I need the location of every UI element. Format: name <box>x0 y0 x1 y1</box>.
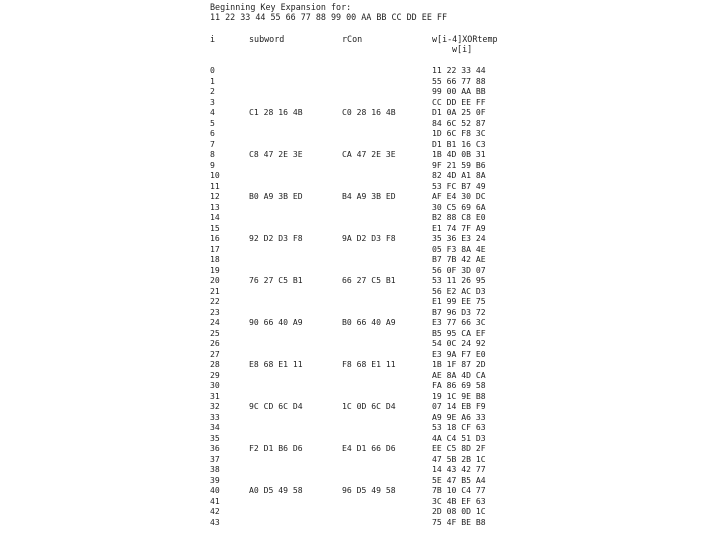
row-index: 26 <box>210 338 220 348</box>
word-cell: 14 43 42 77 <box>432 464 486 474</box>
word-cell: 82 4D A1 8A <box>432 170 486 180</box>
subword-cell: 90 66 40 A9 <box>249 317 303 327</box>
word-cell: 11 22 33 44 <box>432 65 486 75</box>
table-row <box>0 160 720 171</box>
table-row <box>0 464 720 475</box>
subword-cell: B0 A9 3B ED <box>249 191 303 201</box>
word-cell: 3C 4B EF 63 <box>432 495 486 506</box>
word-cell: E3 9A F7 E0 <box>432 348 486 359</box>
row-index: 36 <box>210 443 220 453</box>
row-index: 16 <box>210 233 220 243</box>
table-row <box>0 233 720 244</box>
word-cell: 53 11 26 95 <box>432 275 486 285</box>
row-index: 2 <box>210 86 215 96</box>
word-cell: 5E 47 B5 A4 <box>432 474 486 485</box>
word-cell: B2 88 C8 E0 <box>432 212 486 222</box>
row-index: 1 <box>210 75 215 86</box>
table-row <box>0 433 720 444</box>
subword-cell: 76 27 C5 B1 <box>249 275 303 285</box>
word-cell: B7 96 D3 72 <box>432 306 486 317</box>
word-cell: D1 B1 16 C3 <box>432 138 486 149</box>
subword-cell: C1 28 16 4B <box>249 107 303 117</box>
row-index: 0 <box>210 65 215 75</box>
rcon-cell: 96 D5 49 58 <box>342 485 396 495</box>
row-index: 41 <box>210 495 220 506</box>
row-index: 10 <box>210 170 220 180</box>
row-index: 43 <box>210 516 220 527</box>
word-cell: 35 36 E3 24 <box>432 233 486 243</box>
word-cell: 1B 4D 0B 31 <box>432 149 486 159</box>
word-cell: AF E4 30 DC <box>432 191 486 201</box>
word-cell: B5 95 CA EF <box>432 327 486 338</box>
row-index: 32 <box>210 401 220 411</box>
word-cell: B7 7B 42 AE <box>432 254 486 264</box>
rcon-cell: B4 A9 3B ED <box>342 191 396 201</box>
subword-cell: 9C CD 6C D4 <box>249 401 303 411</box>
table-row <box>0 401 720 412</box>
table-row <box>0 359 720 370</box>
table-row <box>0 118 720 129</box>
table-row <box>0 139 720 150</box>
row-index: 4 <box>210 107 215 117</box>
word-cell: 47 5B 2B 1C <box>432 453 486 464</box>
table-row <box>0 296 720 307</box>
table-row <box>0 181 720 192</box>
table-row <box>0 265 720 276</box>
row-index: 18 <box>210 254 220 264</box>
table-row <box>0 275 720 286</box>
word-cell: 84 6C 52 87 <box>432 117 486 128</box>
column-header-subword: subword <box>249 34 285 44</box>
word-cell: 53 FC B7 49 <box>432 180 486 191</box>
row-index: 38 <box>210 464 220 474</box>
word-cell: 75 4F BE B8 <box>432 516 486 527</box>
column-header-w-i: w[i] <box>452 44 473 54</box>
word-cell: 1D 6C F8 3C <box>432 128 486 138</box>
subword-cell: E8 68 E1 11 <box>249 359 303 369</box>
word-cell: 1B 1F 87 2D <box>432 359 486 369</box>
word-cell: FA 86 69 58 <box>432 380 486 390</box>
row-index: 30 <box>210 380 220 390</box>
table-row <box>0 286 720 297</box>
row-index: 29 <box>210 369 220 380</box>
subword-cell: C8 47 2E 3E <box>249 149 303 159</box>
row-index: 5 <box>210 117 215 128</box>
word-cell: 9F 21 59 B6 <box>432 159 486 170</box>
table-row <box>0 338 720 349</box>
rcon-cell: F8 68 E1 11 <box>342 359 396 369</box>
table-row <box>0 485 720 496</box>
column-header-w-xor-temp: w[i-4]XORtemp <box>432 34 498 44</box>
row-index: 15 <box>210 222 220 233</box>
table-row <box>0 422 720 433</box>
word-cell: 54 0C 24 92 <box>432 338 486 348</box>
row-index: 6 <box>210 128 215 138</box>
table-row <box>0 128 720 139</box>
page-heading: Beginning Key Expansion for: <box>210 2 352 12</box>
row-index: 42 <box>210 506 220 516</box>
row-index: 19 <box>210 264 220 275</box>
table-row <box>0 517 720 528</box>
word-cell: 53 18 CF 63 <box>432 422 486 432</box>
subword-cell: F2 D1 B6 D6 <box>249 443 303 453</box>
table-row <box>0 317 720 328</box>
rcon-cell: 1C 0D 6C D4 <box>342 401 396 411</box>
row-index: 21 <box>210 285 220 296</box>
row-index: 11 <box>210 180 220 191</box>
table-row <box>0 191 720 202</box>
word-cell: A9 9E A6 33 <box>432 411 486 422</box>
rcon-cell: B0 66 40 A9 <box>342 317 396 327</box>
row-index: 40 <box>210 485 220 495</box>
column-header-rcon: rCon <box>342 34 363 44</box>
table-row <box>0 328 720 339</box>
word-cell: E1 74 7F A9 <box>432 222 486 233</box>
table-row <box>0 244 720 255</box>
word-cell: 55 66 77 88 <box>432 75 486 86</box>
table-row <box>0 202 720 213</box>
table-row <box>0 380 720 391</box>
table-row <box>0 307 720 318</box>
table-row <box>0 170 720 181</box>
word-cell: 4A C4 51 D3 <box>432 432 486 443</box>
table-row <box>0 86 720 97</box>
table-row <box>0 370 720 381</box>
row-index: 27 <box>210 348 220 359</box>
table-row <box>0 107 720 118</box>
table-row <box>0 496 720 507</box>
table-row <box>0 212 720 223</box>
rcon-cell: CA 47 2E 3E <box>342 149 396 159</box>
row-index: 22 <box>210 296 220 306</box>
word-cell: 56 0F 3D 07 <box>432 264 486 275</box>
row-index: 23 <box>210 306 220 317</box>
row-index: 8 <box>210 149 215 159</box>
table-row <box>0 76 720 87</box>
word-cell: 99 00 AA BB <box>432 86 486 96</box>
key-bytes-line: 11 22 33 44 55 66 77 88 99 00 AA BB CC DD EE FF <box>210 12 447 22</box>
table-row <box>0 412 720 423</box>
table-row <box>0 391 720 402</box>
word-cell: 19 1C 9E B8 <box>432 390 486 401</box>
word-cell: 30 C5 69 6A <box>432 201 486 212</box>
rcon-cell: C0 28 16 4B <box>342 107 396 117</box>
row-index: 28 <box>210 359 220 369</box>
row-index: 12 <box>210 191 220 201</box>
word-cell: 05 F3 8A 4E <box>432 243 486 254</box>
expansion-table <box>0 65 720 527</box>
row-index: 9 <box>210 159 215 170</box>
row-index: 3 <box>210 96 215 107</box>
rcon-cell: E4 D1 66 D6 <box>342 443 396 453</box>
row-index: 34 <box>210 422 220 432</box>
word-cell: EE C5 8D 2F <box>432 443 486 453</box>
row-index: 13 <box>210 201 220 212</box>
rcon-cell: 66 27 C5 B1 <box>342 275 396 285</box>
table-row <box>0 443 720 454</box>
word-cell: E3 77 66 3C <box>432 317 486 327</box>
row-index: 37 <box>210 453 220 464</box>
row-index: 33 <box>210 411 220 422</box>
row-index: 20 <box>210 275 220 285</box>
word-cell: 7B 10 C4 77 <box>432 485 486 495</box>
table-row <box>0 475 720 486</box>
table-row <box>0 454 720 465</box>
subword-cell: A0 D5 49 58 <box>249 485 303 495</box>
word-cell: D1 0A 25 0F <box>432 107 486 117</box>
table-row <box>0 506 720 517</box>
word-cell: 56 E2 AC D3 <box>432 285 486 296</box>
table-row <box>0 223 720 234</box>
table-row <box>0 65 720 76</box>
table-row <box>0 97 720 108</box>
row-index: 24 <box>210 317 220 327</box>
word-cell: E1 99 EE 75 <box>432 296 486 306</box>
rcon-cell: 9A D2 D3 F8 <box>342 233 396 243</box>
row-index: 17 <box>210 243 220 254</box>
word-cell: CC DD EE FF <box>432 96 486 107</box>
row-index: 39 <box>210 474 220 485</box>
word-cell: AE 8A 4D CA <box>432 369 486 380</box>
row-index: 7 <box>210 138 215 149</box>
row-index: 31 <box>210 390 220 401</box>
word-cell: 2D 08 0D 1C <box>432 506 486 516</box>
column-header-i: i <box>210 34 216 44</box>
word-cell: 07 14 EB F9 <box>432 401 486 411</box>
row-index: 35 <box>210 432 220 443</box>
table-row <box>0 349 720 360</box>
subword-cell: 92 D2 D3 F8 <box>249 233 303 243</box>
row-index: 14 <box>210 212 220 222</box>
table-row <box>0 254 720 265</box>
table-row <box>0 149 720 160</box>
row-index: 25 <box>210 327 220 338</box>
